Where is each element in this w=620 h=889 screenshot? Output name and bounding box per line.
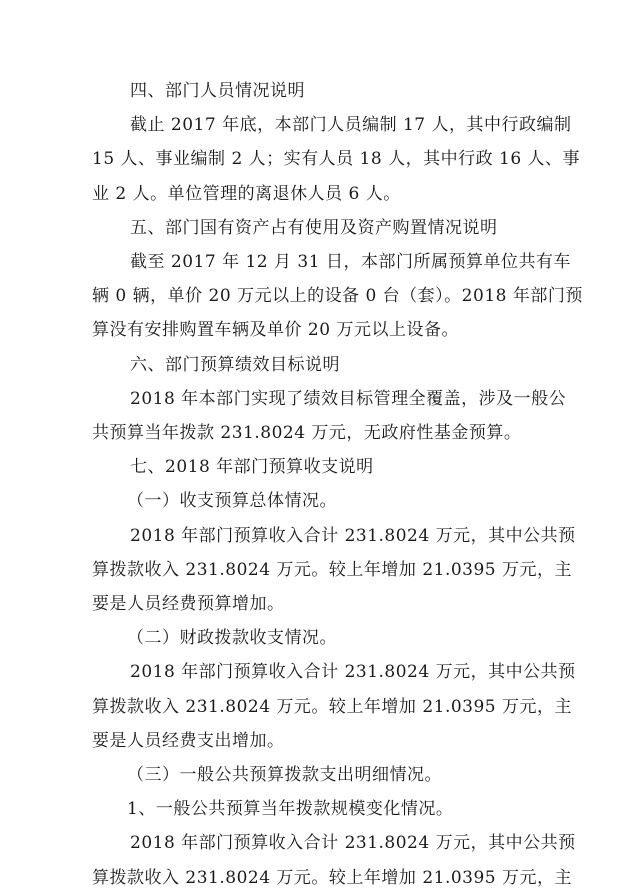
- subsection-heading: （三）一般公共预算拨款支出明细情况。: [127, 765, 442, 785]
- paragraph-line: 截至 2017 年 12 月 31 日，本部门所属预算单位共有车: [130, 252, 571, 272]
- section-heading-budget: 七、2018 年部门预算收支说明: [130, 457, 374, 478]
- paragraph-line: 业 2 人。单位管理的离退休人员 6 人。: [92, 183, 401, 204]
- paragraph-line: 2018 年本部门实现了绩效目标管理全覆盖，涉及一般公: [130, 388, 567, 409]
- paragraph-line: 算没有安排购置车辆及单价 20 万元以上设备。: [92, 320, 459, 341]
- paragraph-line: 2018 年部门预算收入合计 231.8024 万元，其中公共预: [130, 525, 576, 546]
- subsection-heading: （一）收支预算总体情况。: [127, 491, 337, 512]
- section-heading-performance: 六、部门预算绩效目标说明: [130, 354, 340, 375]
- paragraph-line: 2018 年部门预算收入合计 231.8024 万元，其中公共预: [130, 662, 576, 683]
- paragraph-line: 2018 年部门预算收入合计 231.8024 万元，其中公共预: [130, 833, 576, 854]
- paragraph-line: 要是人员经费预算增加。: [92, 594, 285, 614]
- paragraph-line: 算拨款收入 231.8024 万元。较上年增加 21.0395 万元，主: [92, 559, 573, 580]
- paragraph-line: 辆 0 辆，单价 20 万元以上的设备 0 台（套）。2018 年部门预: [92, 286, 583, 307]
- paragraph-line: 共预算当年拨款 231.8024 万元，无政府性基金预算。: [92, 423, 522, 443]
- paragraph-line: 要是人员经费支出增加。: [92, 730, 285, 751]
- section-heading-staff: 四、部门人员情况说明: [130, 81, 305, 101]
- section-heading-assets: 五、部门国有资产占有使用及资产购置情况说明: [130, 217, 498, 238]
- list-item: 1、一般公共预算当年拨款规模变化情况。: [127, 799, 454, 820]
- paragraph-line: 算拨款收入 231.8024 万元。较上年增加 21.0395 万元，主: [92, 867, 573, 888]
- subsection-heading: （二）财政拨款收支情况。: [127, 628, 337, 649]
- paragraph-line: 15 人、事业编制 2 人；实有人员 18 人，其中行政 16 人、事: [92, 149, 581, 170]
- paragraph-line: 算拨款收入 231.8024 万元。较上年增加 21.0395 万元，主: [92, 696, 573, 717]
- paragraph-line: 截止 2017 年底，本部门人员编制 17 人，其中行政编制: [130, 115, 572, 136]
